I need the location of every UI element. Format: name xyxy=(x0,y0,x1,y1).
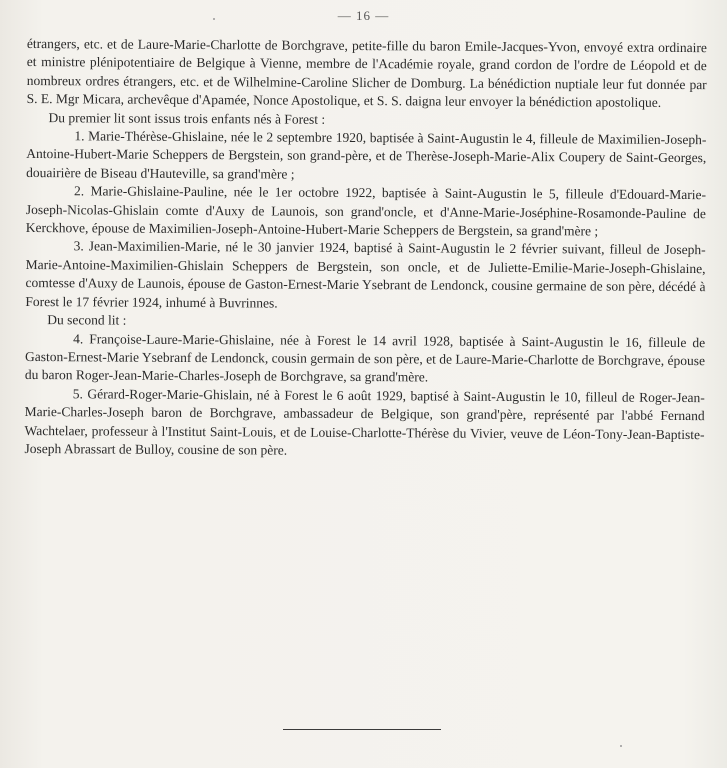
paragraph-child-3: 3. Jean-Maximilien-Marie, né le 30 janvier 1924, baptisé à Saint-Augustin le 2 février suivant, filleul de Joseph-Marie-Antoine-Maximilien-Ghislain Scheppers de Bergstein, son oncle, et de Juliette-Emilie-Marie-Joseph-Ghislaine, comtesse d'Auxy de Launois, épouse de Gaston-Ernest-Marie Ysebrant de Lendonck, cousine germaine de son père, décédé à Forest le 17 février 1924, inhumé à Buvrinnes. xyxy=(25,238,706,311)
paragraph-intro: étrangers, etc. et de Laure-Marie-Charlotte de Borchgrave, petite-fille du baron Emile-Jacques-Yvon, envoyé extra ordinaire et ministre plénipotentiaire de Belgique à Vienne, membre de l'Académie royale, grand cordon de l'ordre de Léopold et de nombreux ordres étrangers, etc. et de Wilhelmine-Caroline Slicher de Domburg. La bénédiction nuptiale leur fut donnée par S. E. Mgr Micara, archevêque d'Apamée, Nonce Apostolique, et S. S. daigna leur envoyer la bénédiction apostolique. xyxy=(26,35,707,111)
paragraph-child-1: 1. Marie-Thérèse-Ghislaine, née le 2 septembre 1920, baptisée à Saint-Augustin le 4, filleule de Maximilien-Joseph-Antoine-Hubert-Marie Scheppers de Bergstein, son grand-père, et de Therèse-Joseph-Marie-Alix Coupery de Saint-Georges, douairière de Biseau d'Hauteville, sa grand'mère ; xyxy=(26,128,707,182)
document-body xyxy=(24,35,707,462)
paper-speck xyxy=(213,18,215,20)
bottom-divider xyxy=(283,729,441,730)
paper-speck xyxy=(620,745,622,747)
paragraph-child-4: 4. Françoise-Laure-Marie-Ghislaine, née à Forest le 14 avril 1928, baptisée à Saint-Augustin le 16, filleule de Gaston-Ernest-Marie Ysebranf de Lendonck, cousin germain de son père, et de Laure-Marie-Charlotte de Borchgrave, épouse du baron Roger-Jean-Marie-Charles-Joseph de Borchgrave, sa grand'mère. xyxy=(24,330,706,385)
paragraph-child-2: 2. Marie-Ghislaine-Pauline, née le 1er octobre 1922, baptisée à Saint-Augustin le 5, filleule d'Edouard-Marie-Joseph-Nicolas-Ghislain comte d'Auxy de Launois, son grand'oncle, et d'Anne-Marie-Joséphine-Rosamonde-Pauline de Kerckhove, épouse de Maximilien-Joseph-Antoine-Hubert-Marie Scheppers de Bergstein, sa grand'mère ; xyxy=(25,183,707,239)
page-number: — 16 — xyxy=(337,8,390,23)
paragraph-first-marriage-heading: Du premier lit sont issus trois enfants nés à Forest : xyxy=(48,109,326,127)
paragraph-child-5: 5. Gérard-Roger-Marie-Ghislain, né à Forest le 6 août 1929, baptisé à Saint-Augustin le 10, filleul de Roger-Jean-Marie-Charles-Joseph baron de Borchgrave, ambassadeur de Belgique, son grand'père, représenté par l'abbé Fernand Wachtelaer, professeur à l'Institut Saint-Louis, et de Louise-Charlotte-Thérèse du Vivier, veuve de Léon-Tony-Jean-Baptiste-Joseph Abrassart de Bulloy, cousine de son père. xyxy=(24,386,705,458)
paragraph-second-marriage-heading: Du second lit : xyxy=(47,312,127,328)
